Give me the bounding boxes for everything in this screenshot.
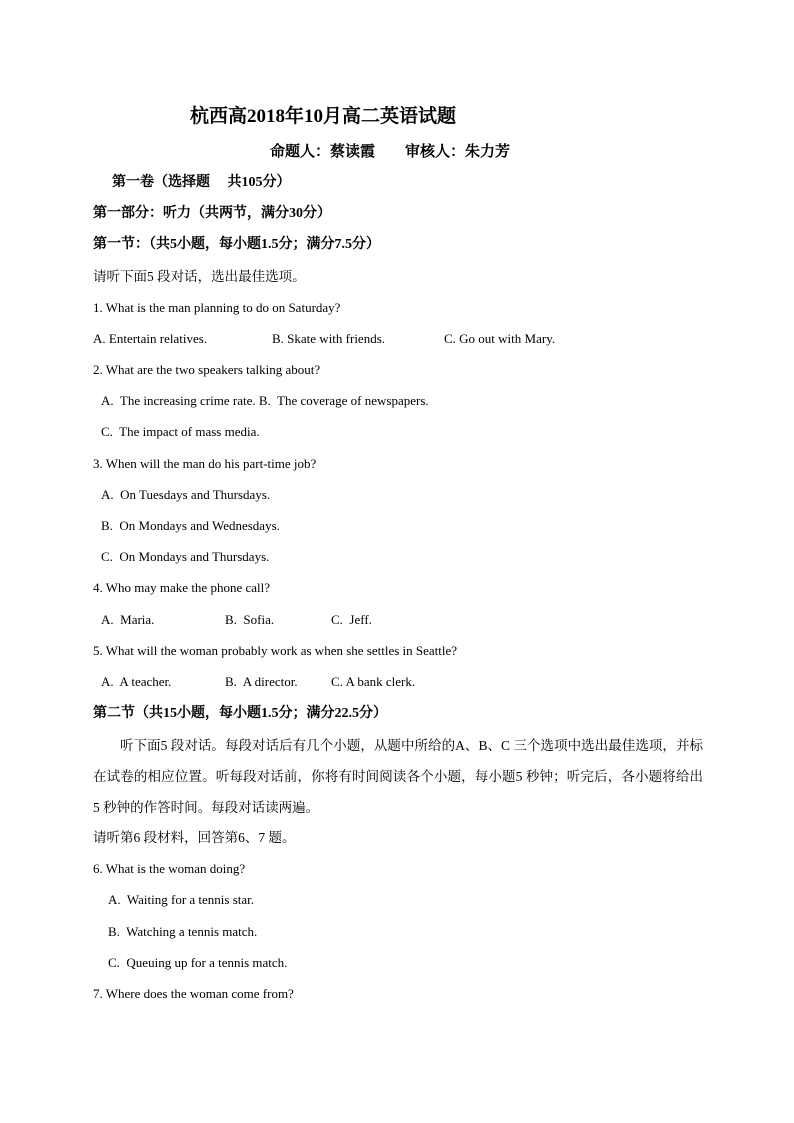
option-a: A. On Tuesdays and Thursdays. xyxy=(101,487,271,502)
option-b: B. A director. xyxy=(225,674,298,689)
section1-heading: 第一节：（共5小题，每小题1.5分；满分7.5分） xyxy=(93,237,380,252)
option-a-b: A. The increasing crime rate. B. The coverage of newspapers. xyxy=(101,393,429,408)
question-text: 4. Who may make the phone call? xyxy=(93,580,271,595)
question-text: 1. What is the man planning to do on Saturday? xyxy=(93,300,341,315)
question-text: 3. When will the man do his part-time job? xyxy=(93,456,317,471)
option-b: B. On Mondays and Wednesdays. xyxy=(101,518,280,533)
section2-heading: 第二节（共15小题，每小题1.5分；满分22.5分） xyxy=(93,706,387,721)
option-c: C. On Mondays and Thursdays. xyxy=(101,549,270,564)
option-c: C. Go out with Mary. xyxy=(444,331,556,346)
section1-instruction: 请听下面5 段对话，选出最佳选项。 xyxy=(93,269,306,284)
volume-heading: 第一卷（选择题 共105分） xyxy=(112,175,291,190)
option-a: A. Waiting for a tennis star. xyxy=(108,892,255,907)
question-text: 5. What will the woman probably work as when she settles in Seattle? xyxy=(93,643,458,658)
exam-authors: 命题人：蔡读霞 审核人：朱力芳 xyxy=(270,144,511,160)
option-a: A. A teacher. xyxy=(101,674,172,689)
section2-instruction: 听下面5 段对话。每段对话后有几个小题，从题中所给的A、B、C 三个选项中选出最佳选项，并标在试卷的相应位置。听每段对话前，你将有时间阅读各个小题，每小题5 秒钟；听完后，各小题将给出5 秒钟的作答时间。每段对话读两遍。 xyxy=(93,738,703,815)
option-c: C. Queuing up for a tennis match. xyxy=(108,955,288,970)
option-c: C. The impact of mass media. xyxy=(101,424,260,439)
option-a: A. Maria. xyxy=(101,612,155,627)
question-text: 6. What is the woman doing? xyxy=(93,861,246,876)
section2-material: 请听第6 段材料，回答第6、7 题。 xyxy=(93,830,296,845)
option-b: B. Sofia. xyxy=(225,612,275,627)
exam-title: 杭西高2018年10月高二英语试题 xyxy=(190,106,457,127)
option-b: B. Watching a tennis match. xyxy=(108,924,258,939)
option-c: C. Jeff. xyxy=(331,612,372,627)
option-c: C. A bank clerk. xyxy=(331,674,416,689)
part1-heading: 第一部分：听力（共两节，满分30分） xyxy=(93,206,331,221)
option-a: A. Entertain relatives. xyxy=(93,331,208,346)
question-text: 2. What are the two speakers talking about? xyxy=(93,362,321,377)
option-b: B. Skate with friends. xyxy=(272,331,386,346)
question-text: 7. Where does the woman come from? xyxy=(93,986,294,1001)
